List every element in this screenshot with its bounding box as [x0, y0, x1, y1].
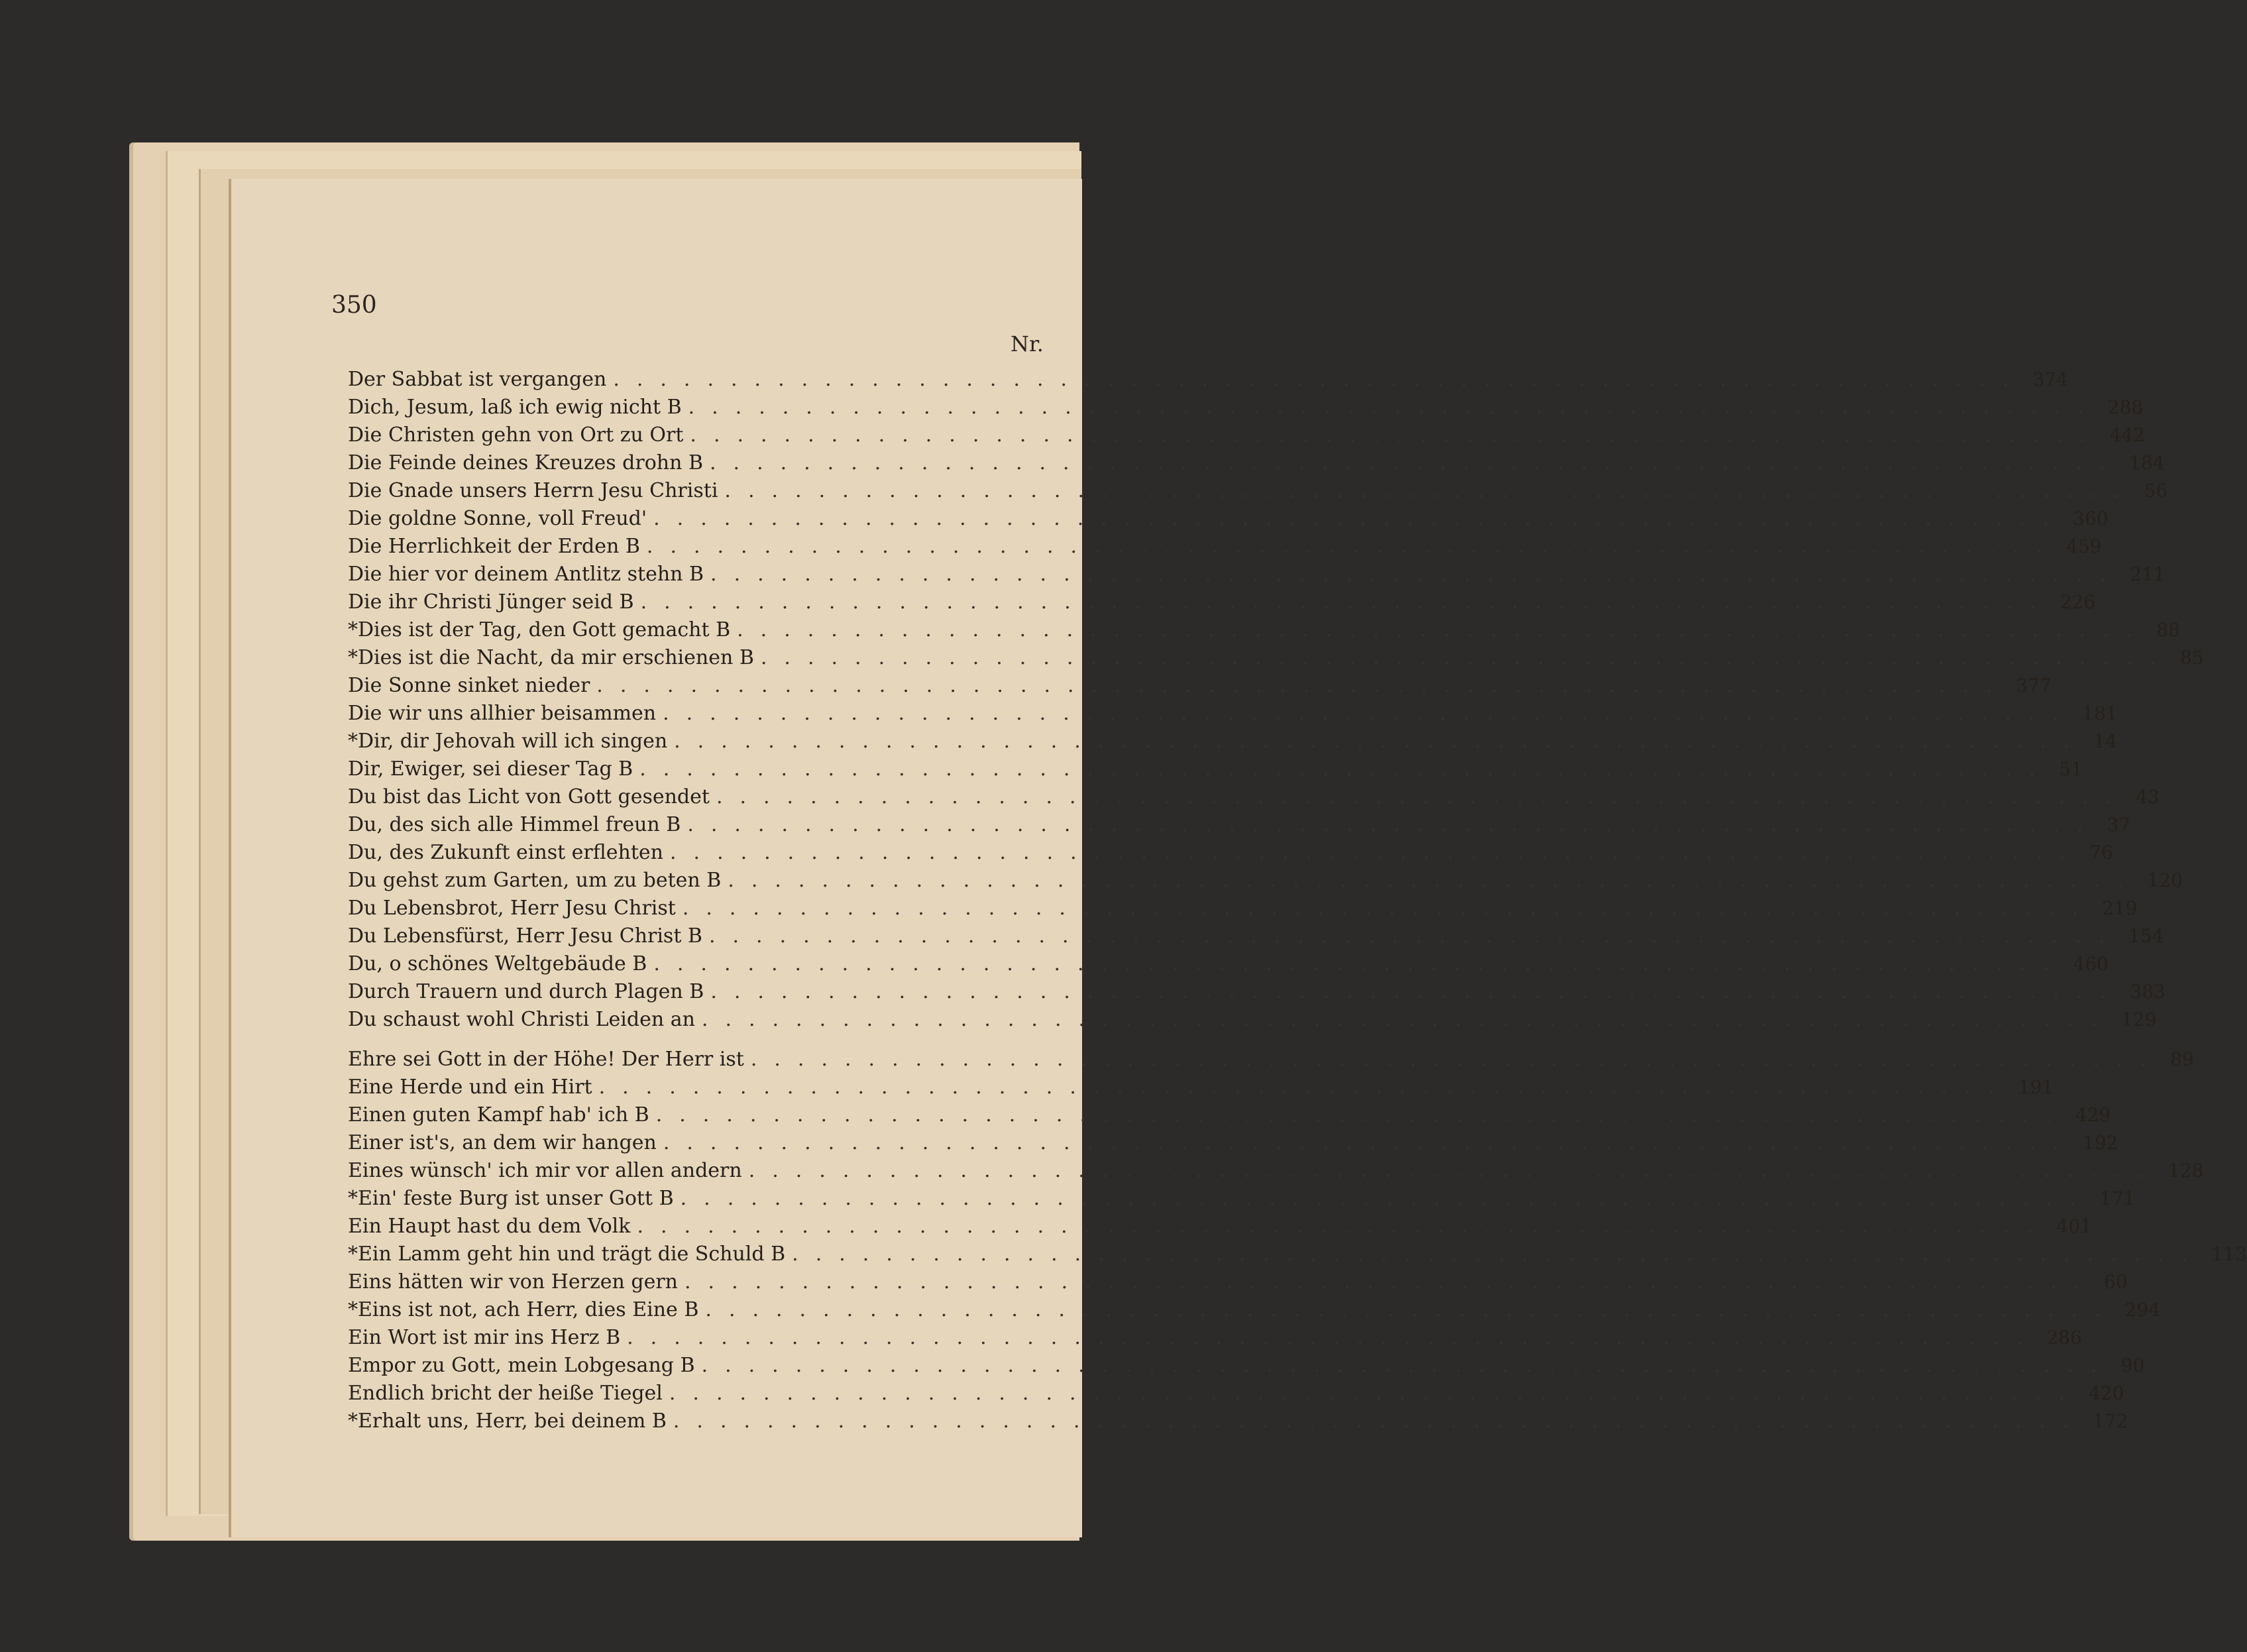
entry-number: 429 — [2075, 1104, 2111, 1126]
entry-number: 211 — [2130, 563, 2165, 585]
entry-number: 184 — [2129, 452, 2165, 474]
entry-title: Durch Trauern und durch Plagen B — [348, 980, 704, 1003]
entry-title: *Ein Lamm geht hin und trägt die Schuld B — [348, 1242, 786, 1266]
dot-leader: ............................................................ — [685, 1270, 2098, 1294]
entry-number: 374 — [2032, 368, 2068, 390]
index-entry — [348, 1354, 2145, 1382]
index-entry — [348, 1270, 2128, 1298]
dot-leader: ............................................................ — [687, 813, 2101, 836]
index-entry — [348, 507, 2109, 535]
index-entry — [348, 952, 2109, 980]
dot-leader: ............................................................ — [728, 869, 2141, 892]
entry-title: Endlich bricht der heiße Tiegel — [348, 1382, 663, 1405]
dot-leader: ............................................................ — [710, 451, 2123, 474]
entry-number: 120 — [2147, 869, 2183, 891]
entry-title: Empor zu Gott, mein Lobgesang B — [348, 1354, 695, 1377]
index-entry — [348, 368, 2068, 396]
index-entry — [348, 396, 2144, 423]
dot-leader: ............................................................ — [716, 785, 2130, 808]
entry-number: 442 — [2109, 424, 2146, 446]
entry-title: Dich, Jesum, laß ich ewig nicht B — [348, 396, 682, 419]
entry-title: Ehre sei Gott in der Höhe! Der Herr ist — [348, 1048, 744, 1071]
dot-leader: ............................................................ — [792, 1242, 2205, 1266]
index-entry — [348, 1409, 2128, 1437]
dot-leader: ............................................................ — [701, 1008, 2115, 1031]
entry-title: Du, o schönes Weltgebäude B — [348, 952, 647, 975]
entry-title: *Erhalt uns, Herr, bei deinem B — [348, 1409, 667, 1433]
entry-number: 14 — [2093, 730, 2117, 752]
entry-number: 181 — [2082, 702, 2118, 724]
entry-title: *Dies ist die Nacht, da mir erschienen B — [348, 646, 754, 669]
entry-title: Die Feinde deines Kreuzes drohn B — [348, 451, 703, 474]
entry-title: Du Lebensfürst, Herr Jesu Christ B — [348, 924, 702, 948]
index-entry — [348, 1159, 2204, 1187]
entry-title: Ein Wort ist mir ins Herz B — [348, 1326, 621, 1349]
index-entry — [348, 785, 2160, 813]
entry-number: 377 — [2016, 675, 2052, 696]
entry-number: 51 — [2059, 758, 2083, 780]
entry-number: 172 — [2093, 1410, 2128, 1432]
dot-leader: ............................................................ — [598, 1075, 2012, 1099]
dot-leader: ............................................................ — [708, 924, 2122, 948]
dot-leader: ............................................................ — [655, 1103, 2069, 1127]
entry-title: *Dies ist der Tag, den Gott gemacht B — [348, 618, 731, 641]
index-entry — [348, 646, 2204, 674]
entry-number: 294 — [2124, 1299, 2161, 1321]
entry-number: 219 — [2102, 897, 2138, 919]
index-entry — [348, 869, 2183, 897]
entry-title: Die Christen gehn von Ort zu Ort — [348, 423, 684, 447]
entry-title: Der Sabbat ist vergangen — [348, 368, 607, 391]
index-entry — [348, 423, 2146, 451]
dot-leader: ............................................................ — [682, 897, 2095, 920]
dot-leader: ............................................................ — [674, 730, 2087, 753]
entry-number: 90 — [2120, 1354, 2145, 1376]
dot-leader: ............................................................ — [680, 1187, 2093, 1210]
dot-leader: ............................................................ — [640, 590, 2054, 614]
dot-leader: ............................................................ — [748, 1159, 2162, 1182]
page-number: 350 — [331, 292, 377, 319]
index-entry — [348, 451, 2165, 479]
entry-title: Einer ist's, an dem wir hangen — [348, 1131, 657, 1154]
index-entry — [348, 1075, 2054, 1103]
index-entry — [348, 1048, 2194, 1075]
entry-title: *Dir, dir Jehovah will ich singen — [348, 730, 668, 753]
index-entry — [348, 1187, 2136, 1215]
entry-number: 56 — [2144, 480, 2168, 502]
index-entry — [348, 813, 2131, 841]
index-entry — [348, 757, 2083, 785]
index-entry — [348, 1382, 2124, 1409]
index-entry — [348, 730, 2117, 757]
dot-leader: ............................................................ — [750, 1048, 2164, 1071]
dot-leader: ............................................................ — [653, 507, 2067, 530]
entry-number: 88 — [2156, 619, 2180, 641]
index-entry — [348, 1008, 2157, 1036]
dot-leader: ............................................................ — [710, 980, 2124, 1003]
entry-title: Die ihr Christi Jünger seid B — [348, 590, 634, 614]
index-entry — [348, 1298, 2161, 1326]
entry-title: Eines wünsch' ich mir vor allen andern — [348, 1159, 742, 1182]
entry-number: 191 — [2018, 1076, 2054, 1098]
entry-title: *Ein' feste Burg ist unser Gott B — [348, 1187, 674, 1210]
entry-title: Du bist das Licht von Gott gesendet — [348, 785, 710, 808]
entry-title: Die wir uns allhier beisammen — [348, 702, 657, 725]
dot-leader: ............................................................ — [701, 1354, 2114, 1377]
dot-leader: ............................................................ — [663, 1131, 2077, 1154]
index-entry — [348, 1326, 2082, 1354]
entry-title: Die hier vor deinem Antlitz stehn B — [348, 563, 704, 586]
entry-number: 129 — [2121, 1009, 2157, 1030]
entry-number: 43 — [2136, 786, 2160, 808]
index-entry — [348, 924, 2164, 952]
dot-leader: ............................................................ — [646, 535, 2060, 558]
entry-title: Du schaust wohl Christi Leiden an — [348, 1008, 695, 1031]
entry-title: Du, des Zukunft einst erflehten — [348, 841, 663, 864]
entry-title: Ein Haupt hast du dem Volk — [348, 1215, 631, 1238]
entry-number: 383 — [2130, 981, 2165, 1003]
dot-leader: ............................................................ — [596, 674, 2010, 697]
index-entry — [348, 563, 2165, 590]
entry-title: Die goldne Sonne, voll Freud' — [348, 507, 647, 530]
entry-number: 60 — [2104, 1271, 2128, 1293]
dot-leader: ............................................................ — [637, 1215, 2050, 1238]
dot-leader: ............................................................ — [737, 618, 2150, 641]
entry-number: 459 — [2066, 535, 2102, 557]
dot-leader: ............................................................ — [760, 646, 2174, 669]
index-entry — [348, 618, 2180, 646]
index-entry — [348, 1103, 2111, 1131]
entry-number: 37 — [2107, 814, 2131, 836]
index-entry — [348, 897, 2138, 924]
dot-leader: ............................................................ — [613, 368, 2026, 391]
entry-title: Einen guten Kampf hab' ich B — [348, 1103, 649, 1127]
dot-leader: ............................................................ — [627, 1326, 2040, 1349]
entry-number: 192 — [2083, 1132, 2118, 1154]
dot-leader: ............................................................ — [670, 841, 2083, 864]
dot-leader: ............................................................ — [724, 479, 2138, 502]
index-entry — [348, 1215, 2093, 1242]
entry-title: Du Lebensbrot, Herr Jesu Christ — [348, 897, 676, 920]
dot-leader: ............................................................ — [688, 396, 2101, 419]
entry-number: 171 — [2099, 1187, 2136, 1209]
entry-number: 89 — [2170, 1048, 2194, 1070]
entry-number: 226 — [2059, 591, 2096, 613]
dot-leader: ............................................................ — [690, 423, 2103, 447]
dot-leader: ............................................................ — [669, 1382, 2083, 1405]
index-entry — [348, 1131, 2118, 1159]
entry-title: Du, des sich alle Himmel freun B — [348, 813, 681, 836]
entry-number: 288 — [2107, 396, 2144, 418]
entry-number: 460 — [2073, 953, 2109, 975]
index-entry — [348, 980, 2165, 1008]
entry-title: Dir, Ewiger, sei dieser Tag B — [348, 757, 633, 781]
entry-title: Eins hätten wir von Herzen gern — [348, 1270, 678, 1294]
entry-number: 128 — [2167, 1160, 2204, 1182]
dot-leader: ............................................................ — [710, 563, 2124, 586]
entry-number: 76 — [2089, 842, 2113, 863]
entry-number: 360 — [2073, 508, 2109, 529]
entry-number: 85 — [2180, 647, 2204, 669]
dot-leader: ............................................................ — [639, 757, 2053, 781]
index-entry — [348, 1242, 2247, 1270]
entry-number: 286 — [2046, 1327, 2082, 1349]
entry-title: Eine Herde und ein Hirt — [348, 1075, 592, 1099]
dot-leader: ............................................................ — [663, 702, 2076, 725]
index-entry — [348, 674, 2052, 702]
entry-title: Die Herrlichkeit der Erden B — [348, 535, 640, 558]
index-entry — [348, 535, 2102, 563]
index-entry — [348, 479, 2168, 507]
number-column-header: Nr. — [1011, 331, 1044, 357]
entry-title: Die Gnade unsers Herrn Jesu Christi — [348, 479, 718, 502]
entry-title: Du gehst zum Garten, um zu beten B — [348, 869, 722, 892]
dot-leader: ............................................................ — [653, 952, 2067, 975]
index-entry — [348, 590, 2096, 618]
entry-number: 401 — [2056, 1215, 2093, 1237]
entry-number: 113 — [2211, 1243, 2247, 1265]
index-entry — [348, 841, 2113, 869]
index-entry — [348, 702, 2118, 730]
entry-number: 154 — [2128, 925, 2164, 947]
dot-leader: ............................................................ — [673, 1409, 2087, 1433]
entry-title: *Eins ist not, ach Herr, dies Eine B — [348, 1298, 699, 1321]
dot-leader: ............................................................ — [705, 1298, 2118, 1321]
entry-number: 420 — [2089, 1382, 2124, 1404]
entry-title: Die Sonne sinket nieder — [348, 674, 590, 697]
